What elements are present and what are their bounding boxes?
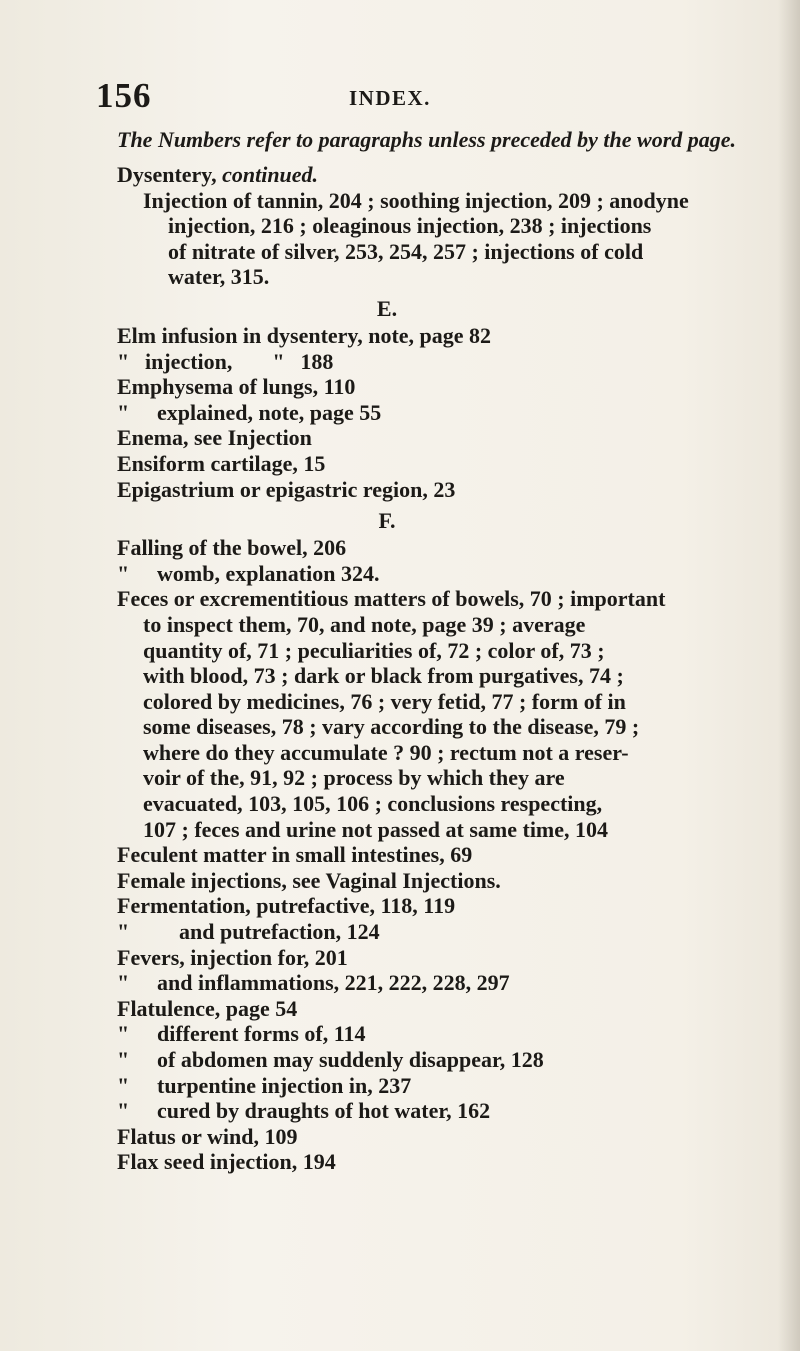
index-subentry [117, 561, 777, 587]
index-subentry: of nitrate of silver, 253, 254, 257 ; injections of cold [168, 238, 644, 264]
index-note: The Numbers refer to paragraphs unless preceded by the word page. [117, 127, 737, 152]
section-letter-f: F. [378, 508, 396, 534]
index-subentry: some diseases, 78 ; vary according to the disease, 79 ; [143, 714, 640, 740]
index-entry: Enema, see Injection [117, 425, 312, 451]
index-subentry: evacuated, 103, 105, 106 ; conclusions respecting, [143, 791, 603, 817]
ditto-mark: " [117, 1047, 130, 1072]
subentry-text: and inflammations, 221, 222, 228, 297 [157, 970, 510, 996]
subentry-text: and putrefaction, 124 [179, 919, 380, 945]
index-entry: Emphysema of lungs, 110 [117, 374, 356, 400]
index-entry: Fevers, injection for, 201 [117, 944, 348, 970]
ditto-mark: " [117, 919, 130, 945]
page-header [96, 76, 736, 116]
index-subentry [117, 400, 777, 426]
subentry-text: cured by draughts of hot water, 162 [157, 1098, 491, 1124]
index-entry: Ensiform cartilage, 15 [117, 450, 326, 476]
index-entry: Flatus or wind, 109 [117, 1123, 298, 1149]
index-subentry: voir of the, 91, 92 ; process by which they are [143, 765, 565, 791]
index-subentry: to inspect them, 70, and note, page 39 ; average [143, 611, 586, 637]
index-entry-dysentery [117, 162, 777, 188]
entry-head: Dysentery, [117, 162, 217, 187]
index-body [117, 162, 777, 1175]
subentry-text: explained, note, page 55 [157, 399, 382, 425]
index-subentry: colored by medicines, 76 ; very fetid, 77 ; form of in [143, 688, 626, 714]
index-subentry [117, 1098, 777, 1124]
index-subentry: injection, 216 ; oleaginous injection, 238 ; injections [168, 213, 652, 239]
index-subentry [117, 1021, 777, 1047]
index-entry: Elm infusion in dysentery, note, page 82 [117, 322, 492, 348]
index-subentry [117, 1073, 777, 1099]
subentry-text: different forms of, 114 [157, 1021, 366, 1047]
ditto-mark: " [117, 560, 130, 586]
index-subentry [117, 919, 777, 945]
ditto-mark: " [117, 1021, 130, 1047]
subentry-text: womb, explanation 324. [157, 560, 380, 586]
index-subentry [117, 970, 777, 996]
index-entry: Flatulence, page 54 [117, 995, 298, 1021]
ditto-mark: " [272, 348, 285, 374]
index-subentry [117, 1047, 777, 1073]
subentry-text: injection, [145, 348, 233, 374]
index-subentry: quantity of, 71 ; peculiarities of, 72 ; color of, 73 ; [143, 637, 605, 663]
page-number: 156 [96, 76, 152, 115]
ditto-mark: " [117, 1098, 130, 1124]
index-subentry: Injection of tannin, 204 ; soothing injection, 209 ; anodyne [143, 187, 689, 213]
index-entry: Flax seed injection, 194 [117, 1149, 336, 1175]
index-entry: Falling of the bowel, 206 [117, 535, 347, 561]
index-subentry: water, 315. [168, 264, 270, 290]
index-entry: Fermentation, putrefactive, 118, 119 [117, 893, 456, 919]
page-gutter-shadow [778, 0, 800, 1351]
index-entry: Epigastrium or epigastric region, 23 [117, 476, 456, 502]
ditto-mark: " [117, 970, 130, 996]
ditto-mark: " [117, 1072, 130, 1098]
subentry-text: of abdomen may suddenly disappear, 128 [157, 1047, 544, 1072]
index-subentry: with blood, 73 ; dark or black from purgatives, 74 ; [143, 663, 624, 689]
index-entry: Female injections, see Vaginal Injections. [117, 867, 501, 893]
ditto-mark: " [117, 348, 130, 374]
index-entry-feces: Feces or excrementitious matters of bowels, 70 ; important [117, 586, 666, 612]
ditto-mark: " [117, 399, 130, 425]
subentry-text: turpentine injection in, 237 [157, 1072, 412, 1098]
index-subentry [117, 349, 777, 375]
index-subentry: 107 ; feces and urine not passed at same time, 104 [143, 816, 609, 842]
section-letter-e: E. [376, 295, 398, 321]
index-entry: Feculent matter in small intestines, 69 [117, 842, 473, 868]
continued-label: continued. [222, 162, 319, 187]
subentry-number: 188 [300, 348, 334, 374]
running-title: INDEX. [349, 86, 431, 110]
index-subentry: where do they accumulate ? 90 ; rectum not a reser- [143, 739, 629, 765]
